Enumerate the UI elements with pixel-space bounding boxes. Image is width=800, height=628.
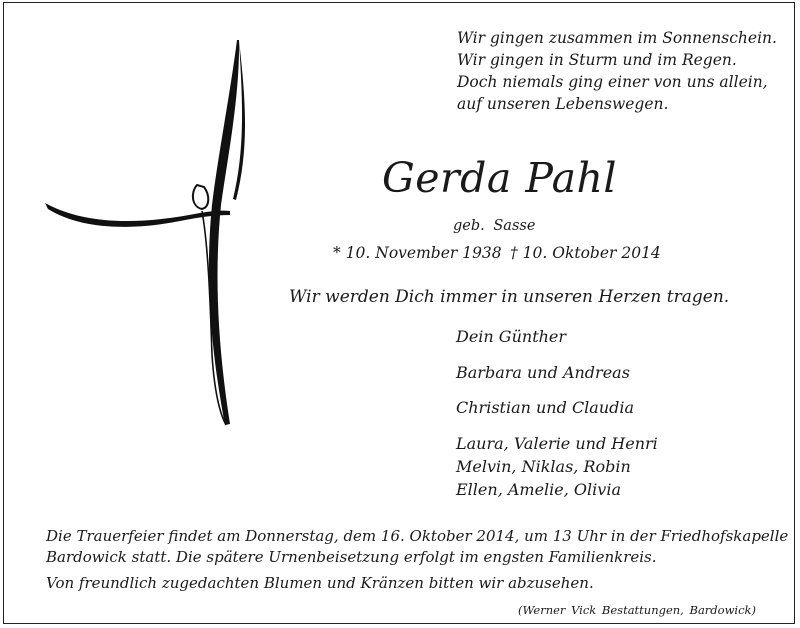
family-member: Melvin, Niklas, Robin (456, 457, 631, 476)
family-member: Christian und Claudia (456, 398, 635, 417)
undertaker-credit: (Werner Vick Bestattungen, Bardowick) (518, 603, 756, 617)
death-date: † 10. Oktober 2014 (510, 244, 661, 262)
motto: Wir werden Dich immer in unseren Herzen tragen. (289, 287, 730, 307)
birth-date: * 10. November 1938 (333, 244, 502, 262)
poem-line-3: Doch niemals ging einer von uns allein, (457, 73, 768, 91)
family-member: Barbara und Andreas (456, 363, 630, 382)
family-member: Ellen, Amelie, Olivia (456, 480, 621, 499)
deceased-name: Gerda Pahl (382, 154, 618, 202)
poem (457, 27, 777, 115)
funeral-notice (46, 526, 788, 568)
family-member: Dein Günther (456, 327, 567, 346)
flowers-request: Von freundlich zugedachten Blumen und Kränzen bitten wir abzusehen. (46, 574, 594, 592)
funeral-notice-line-1: Die Trauerfeier findet am Donnerstag, dem 16. Oktober 2014, um 13 Uhr in der Friedhofskapelle (46, 527, 789, 545)
poem-line-1: Wir gingen zusammen im Sonnenschein. (457, 29, 777, 47)
funeral-notice-line-2: Bardowick statt. Die spätere Urnenbeisetzung erfolgt im engsten Familienkreis. (46, 548, 657, 566)
poem-line-2: Wir gingen in Sturm und im Regen. (457, 51, 737, 69)
maiden-name: geb. Sasse (453, 218, 536, 234)
poem-line-4: auf unseren Lebenswegen. (457, 95, 669, 113)
family-member: Laura, Valerie und Henri (456, 434, 658, 453)
cross-figure-icon (40, 35, 260, 435)
